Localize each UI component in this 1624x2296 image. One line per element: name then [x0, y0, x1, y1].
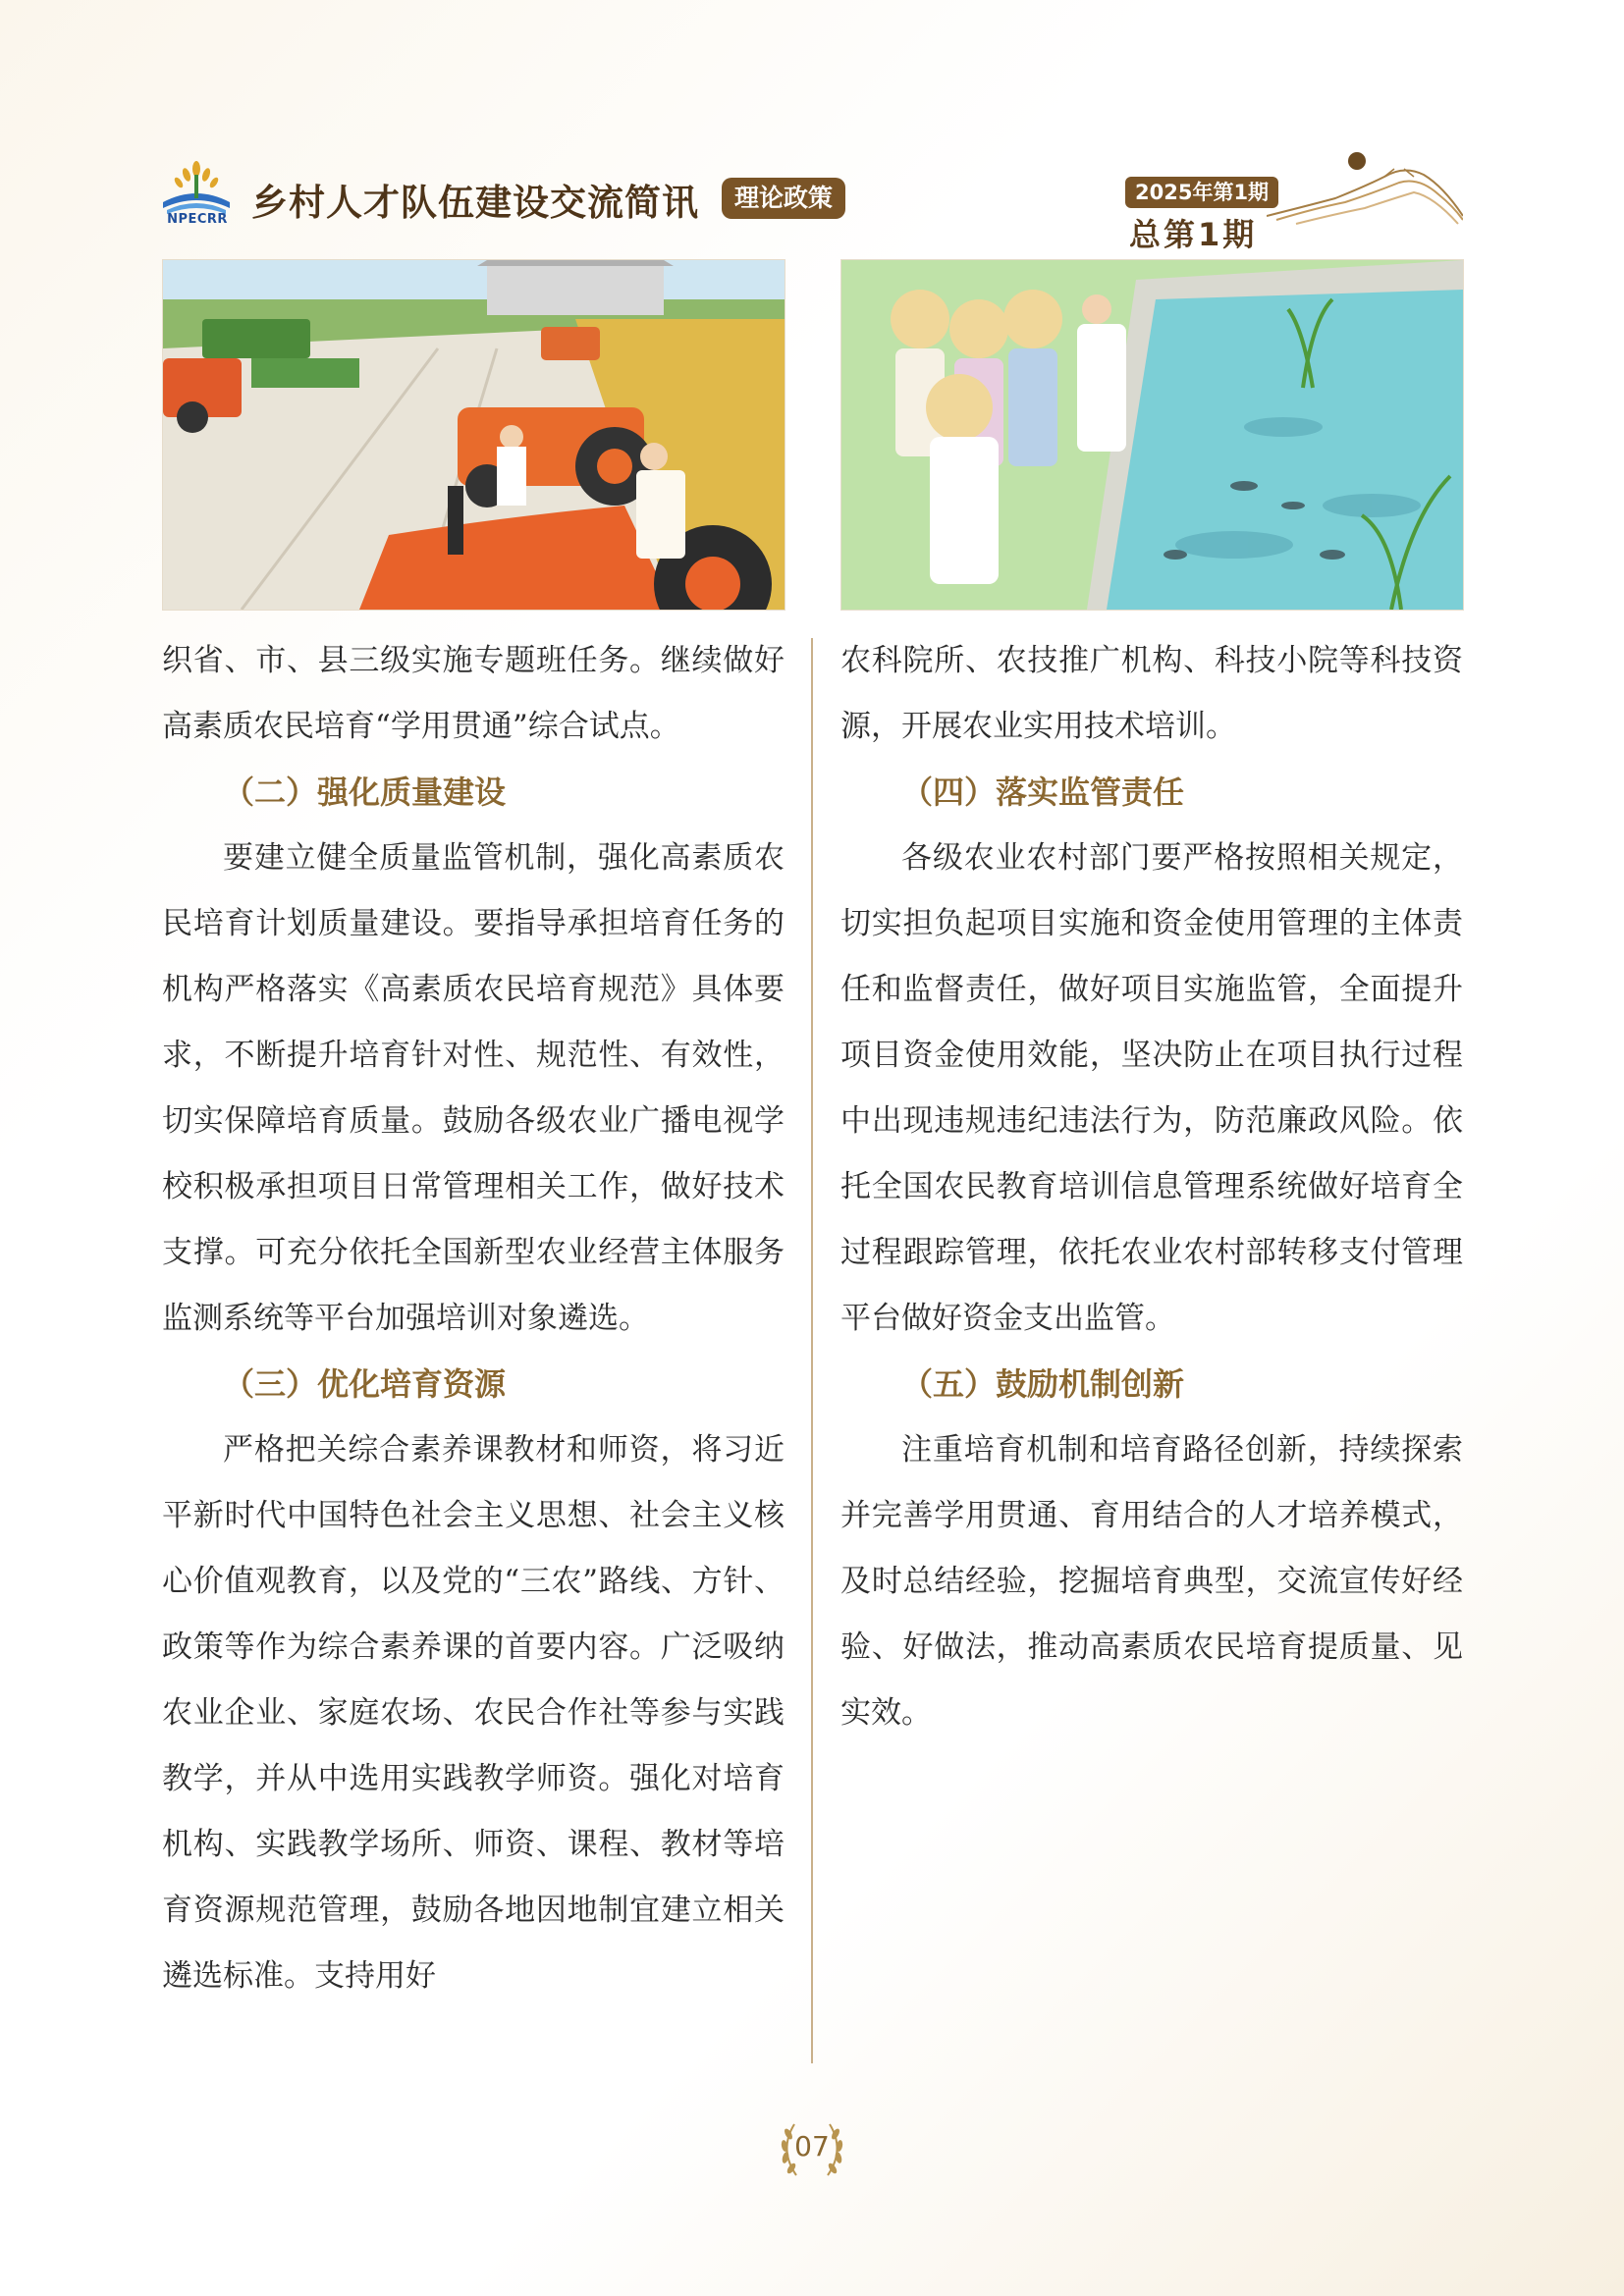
paragraph-continuation: 织省、市、县三级实施专题班任务。继续做好高素质农民培育“学用贯通”综合试点。	[162, 643, 785, 744]
page-header	[0, 0, 1624, 255]
fish-pond-illustration	[840, 259, 1464, 611]
mountain-sun-icon	[1267, 147, 1463, 228]
tractor-scene-icon	[163, 260, 785, 610]
paragraph-innovation: 注重培育机制和培育路径创新，持续探索并完善学用贯通、育用结合的人才培养模式，及时总结经验，挖掘培育典型，交流宣传好经验、好做法，推动高素质农民培育提质量、见实效。	[840, 1432, 1463, 1731]
section-heading-2: （二）强化质量建设	[223, 774, 507, 811]
section-heading-3: （三）优化培育资源	[223, 1365, 507, 1403]
total-issue: 总第1期	[1129, 216, 1258, 253]
paragraph-resources: 严格把关综合素养课教材和师资，将习近平新时代中国特色社会主义思想、社会主义核心价值观教育，以及党的“三农”路线、方针、政策等作为综合素养课的首要内容。广泛吸纳农业企业、家庭农场、农民合作社等参与实践教学，并从中选用实践教学师资。强化对培育机构、实践教学场所、师资、课程、教材等培育资源规范管理，鼓励各地因地制宜建立相关遴选标准。支持用好	[162, 1432, 785, 1994]
column-divider	[811, 638, 813, 2063]
section-heading-4: （四）落实监管责任	[901, 774, 1185, 811]
section-heading-5: （五）鼓励机制创新	[901, 1365, 1185, 1403]
paragraph-continuation-right: 农科院所、农技推广机构、科技小院等科技资源，开展农业实用技术培训。	[840, 643, 1463, 744]
logo-text: NPECRR	[167, 212, 228, 227]
tractor-illustration	[162, 259, 785, 611]
fishpond-scene-icon	[841, 260, 1463, 610]
paragraph-quality: 要建立健全质量监管机制，强化高素质农民培育计划质量建设。要指导承担培育任务的机构严格落实《高素质农民培育规范》具体要求，不断提升培育针对性、规范性、有效性，切实保障培育质量。鼓励各级农业广播电视学校积极承担项目日常管理相关工作，做好技术支撑。可充分依托全国新型农业经营主体服务监测系统等平台加强培训对象遴选。	[162, 840, 785, 1336]
newsletter-title: 乡村人才队伍建设交流简讯	[251, 182, 699, 224]
paragraph-supervision: 各级农业农村部门要严格按照相关规定，切实担负起项目实施和资金使用管理的主体责任和监督责任，做好项目实施监管，全面提升项目资金使用效能，坚决防止在项目执行过程中出现违规违纪违法行为，防范廉政风险。依托全国农民教育培训信息管理系统做好培育全过程跟踪管理，依托农业农村部转移支付管理平台做好资金支出监管。	[840, 840, 1463, 1336]
section-badge: 理论政策	[722, 178, 845, 219]
left-column	[162, 628, 785, 2009]
page-number: 07	[794, 2130, 830, 2163]
issue-badge: 2025年第1期	[1125, 177, 1278, 208]
right-column	[840, 628, 1463, 1746]
